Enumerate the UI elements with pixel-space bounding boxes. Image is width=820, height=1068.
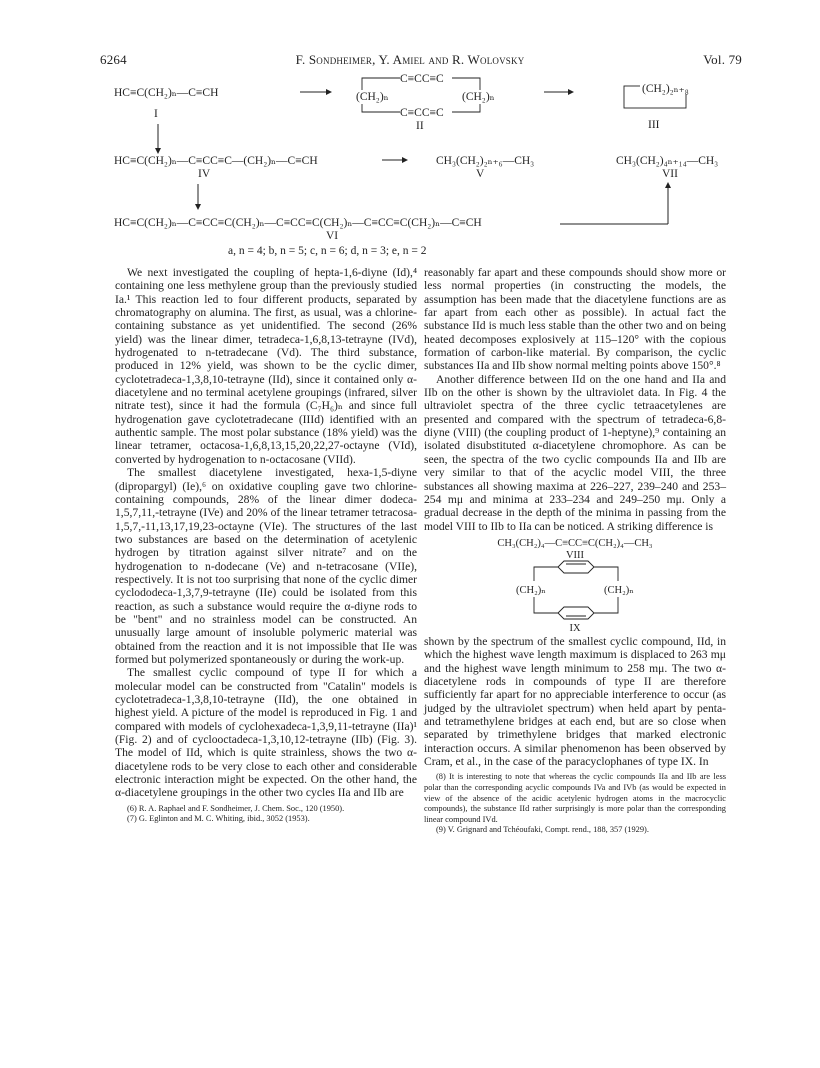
cyc-top-label: C≡CC≡C bbox=[400, 73, 444, 85]
variants-line: a, n = 4; b, n = 5; c, n = 6; d, n = 3; e, n = 2 bbox=[228, 245, 427, 257]
compound-III-ring bbox=[624, 80, 692, 108]
volume-label: Vol. 79 bbox=[703, 52, 742, 67]
right-column bbox=[424, 266, 726, 836]
right-paragraph-3: shown by the spectrum of the smallest cyclic compound, IId, in which the highest wave length maximum is displaced to 263 mμ and the highest wave length minimum to 258 mμ. The two α-diacetylene rods in compounds of type II are therefore sufficiently far apart for no appreciable interference to occur (as judged by the ultraviolet spectrum) when held apart by penta- and tetramethylene bridges at each end, but are so close when separated by trimethylene bridges that marked electronic interaction occurs. A similar phenomenon has been observed by Cram, et al., in the case of the paracyclophanes of type IX. In bbox=[424, 634, 726, 768]
label-III: III bbox=[648, 119, 660, 131]
arrow-3 bbox=[382, 157, 408, 163]
footnote-9: (9) V. Grignard and Tchéoufaki, Compt. rend., 188, 357 (1929). bbox=[436, 825, 649, 835]
cyc3-label: (CH₂)₂ₙ₊₈ bbox=[642, 83, 689, 95]
footnote-7: (7) G. Eglinton and M. C. Whiting, ibid., 3052 (1953). bbox=[127, 814, 310, 824]
compound-VII-formula: CH₃(CH₂)₄ₙ₊₁₄—CH₃ bbox=[616, 155, 719, 167]
compound-V-formula: CH₃(CH₂)₂ₙ₊₆—CH₃ bbox=[436, 155, 535, 167]
arrow-down-2 bbox=[195, 184, 201, 210]
compound-II-ring bbox=[356, 73, 495, 119]
formula-VIII: CH₃(CH₂)₄—C≡CC≡C(CH₂)₄—CH₃ bbox=[497, 537, 653, 549]
label-VII: VII bbox=[662, 168, 678, 180]
reaction-scheme bbox=[100, 68, 740, 268]
cyc-bottom-label: C≡CC≡C bbox=[400, 107, 444, 119]
page-number: 6264 bbox=[100, 52, 127, 67]
structures-VIII-IX bbox=[424, 535, 726, 635]
arrow-2 bbox=[544, 89, 574, 95]
compound-I-formula: HC≡C(CH₂)ₙ—C≡CH bbox=[114, 87, 219, 99]
arrow-up-VII bbox=[560, 182, 671, 224]
arrow-1 bbox=[300, 89, 332, 95]
label-I: I bbox=[154, 108, 158, 120]
footnote-8: (8) It is interesting to note that whereas the cyclic compounds IIa and IIb are less polar than the corresponding acyclic compounds IVa and IVb (as would be expected in view of the absence of the acidic acetylenic hydrogen atoms in the macrocyclic compounds), the substance IId rather surprisingly is more polar than the corresponding linear compound IVd. bbox=[424, 772, 726, 824]
left-paragraph-1: We next investigated the coupling of hepta-1,6-diyne (Id),⁴ containing one less methylene group than the previously studied Ia.¹ This reaction led to four different products, separated by chromatography on alumina. The first, as usual, was a chlorine-containing substance as yet unidentified. The second (26% yield) was the linear dimer, tetradeca-1,6,8,13-tetrayne (IVd), hydrogenated to n-tetradecane (Vd). The third substance, produced in 12% yield, was shown to be the cyclic dimer, cyclotetradeca-1,3,8,10-tetrayne (IId), since it contained only α-diacetylene and no terminal acetylene groupings (infrared, silver nitrate test), since it had the formula (C₇H₆)ₙ and since full hydrogenation gave cyclotetradecane (IIId) identified with an authentic sample. The most polar substance (18% yield) was the linear tetramer, octacosa-1,6,8,13,15,20,22,27-octayne (VId), converted by hydrogenation to n-octacosane (VIId). bbox=[115, 266, 417, 466]
label-IX: IX bbox=[569, 622, 581, 634]
left-paragraph-3: The smallest cyclic compound of type II for which a molecular model can be constructed from "Catalin" models is cyclotetradeca-1,3,8,10-tetrayne (IId), the one obtained in highest yield. A picture of the model is reproduced in Fig. 1 and compared with models of cyclohexadeca-1,3,9,11-tetrayne (IIa)¹ (Fig. 2) and of cyclooctadeca-1,3,10,12-tetrayne (IIb) (Fig. 3). The model of IId, which is quite strainless, shows the two α-diacetylene rods to be very close to each other and considerable electronic interaction might be expected. On the other hand, the α-diacetylene groupings in the other two cycles IIa and IIb are bbox=[115, 666, 417, 800]
right-paragraph-2: Another difference between IId on the one hand and IIa and IIb on the other is shown by the ultraviolet data. In Fig. 4 the ultraviolet spectra of the three cyclic tetraacetylenes are presented and compared with the spectrum of tetradeca-6,8-diyne (VIII) (the coupling product of 1-heptyne),⁹ containing an isolated disubstituted α-diacetylene chromophore. As can be seen, the spectra of the two cyclic compounds IIa and IIb are very similar to that of the acyclic model VIII, the three substances all showing maxima at 226–227, 239–240 and 253–254 mμ and minima at 233–234 and 249–250 mμ. Only a gradual decrease in the depth of the minima in passing from the model VIII to IIb to IIa can be noticed. A striking difference is bbox=[424, 372, 726, 533]
label-VIII: VIII bbox=[565, 549, 585, 561]
IX-left-bridge: (CH₂)ₙ bbox=[516, 584, 546, 596]
left-paragraph-2: The smallest diacetylene investigated, hexa-1,5-diyne (dipropargyl) (Ie),⁶ on oxidative coupling gave two chlorine-containing compounds, 28% of the linear dimer dodeca-1,5,7,11,-tetrayne (IVe) and 20% of the linear tetramer tetracosa-1,5,7,-11,13,17,19,23-octayne (VIe). The structures of the last two substances are based on the determination of acetylenic hydrogen by titration against silver nitrate⁷ and on the hydrogenation to n-dodecane (Ve) and n-tetracosane (VIIe), respectively. It is not too surprising that none of the cyclic dimer cyclododeca-1,3,7,9-tetrayne (IIe) could be isolated from this reaction, as such a substance would require the α-diyne rods to be "bent" and no strainless model can be constructed. An unusually large amount of insoluble polymeric material was obtained from the reaction and it is not impossible that IIe was formed but polymerized spontaneously or during the work-up. bbox=[115, 466, 417, 666]
label-VI: VI bbox=[326, 230, 339, 242]
left-column bbox=[115, 266, 417, 825]
arrow-down-1 bbox=[155, 124, 161, 154]
label-IV: IV bbox=[198, 168, 211, 180]
cyc-left-label: (CH₂)ₙ bbox=[356, 91, 389, 103]
cyc-right-label: (CH₂)ₙ bbox=[462, 91, 495, 103]
label-V: V bbox=[476, 168, 485, 180]
label-II: II bbox=[416, 120, 424, 132]
IX-right-bridge: (CH₂)ₙ bbox=[604, 584, 634, 596]
running-header-authors: F. Sondheimer, Y. Amiel and R. Wolovsky bbox=[295, 52, 525, 67]
compound-VI-formula: HC≡C(CH₂)ₙ—C≡CC≡C(CH₂)ₙ—C≡CC≡C(CH₂)ₙ—C≡CC≡C(CH₂)ₙ—C≡CH bbox=[114, 217, 482, 229]
compound-IV-formula: HC≡C(CH₂)ₙ—C≡CC≡C—(CH₂)ₙ—C≡CH bbox=[114, 155, 318, 167]
right-paragraph-1: reasonably far apart and these compounds should show more or less normal properties (in constructing the models, the assumption has been made that the diacetylene functions are as far apart from each other as possible). In actual fact the substance IId is much less stable than the other two and on being heated decomposes explosively at 115–120° with the copious formation of carbon-like material. By comparison, the cyclic substances IIa and IIb show normal melting points above 150°.⁸ bbox=[424, 266, 726, 373]
footnote-6: (6) R. A. Raphael and F. Sondheimer, J. Chem. Soc., 120 (1950). bbox=[127, 803, 345, 813]
